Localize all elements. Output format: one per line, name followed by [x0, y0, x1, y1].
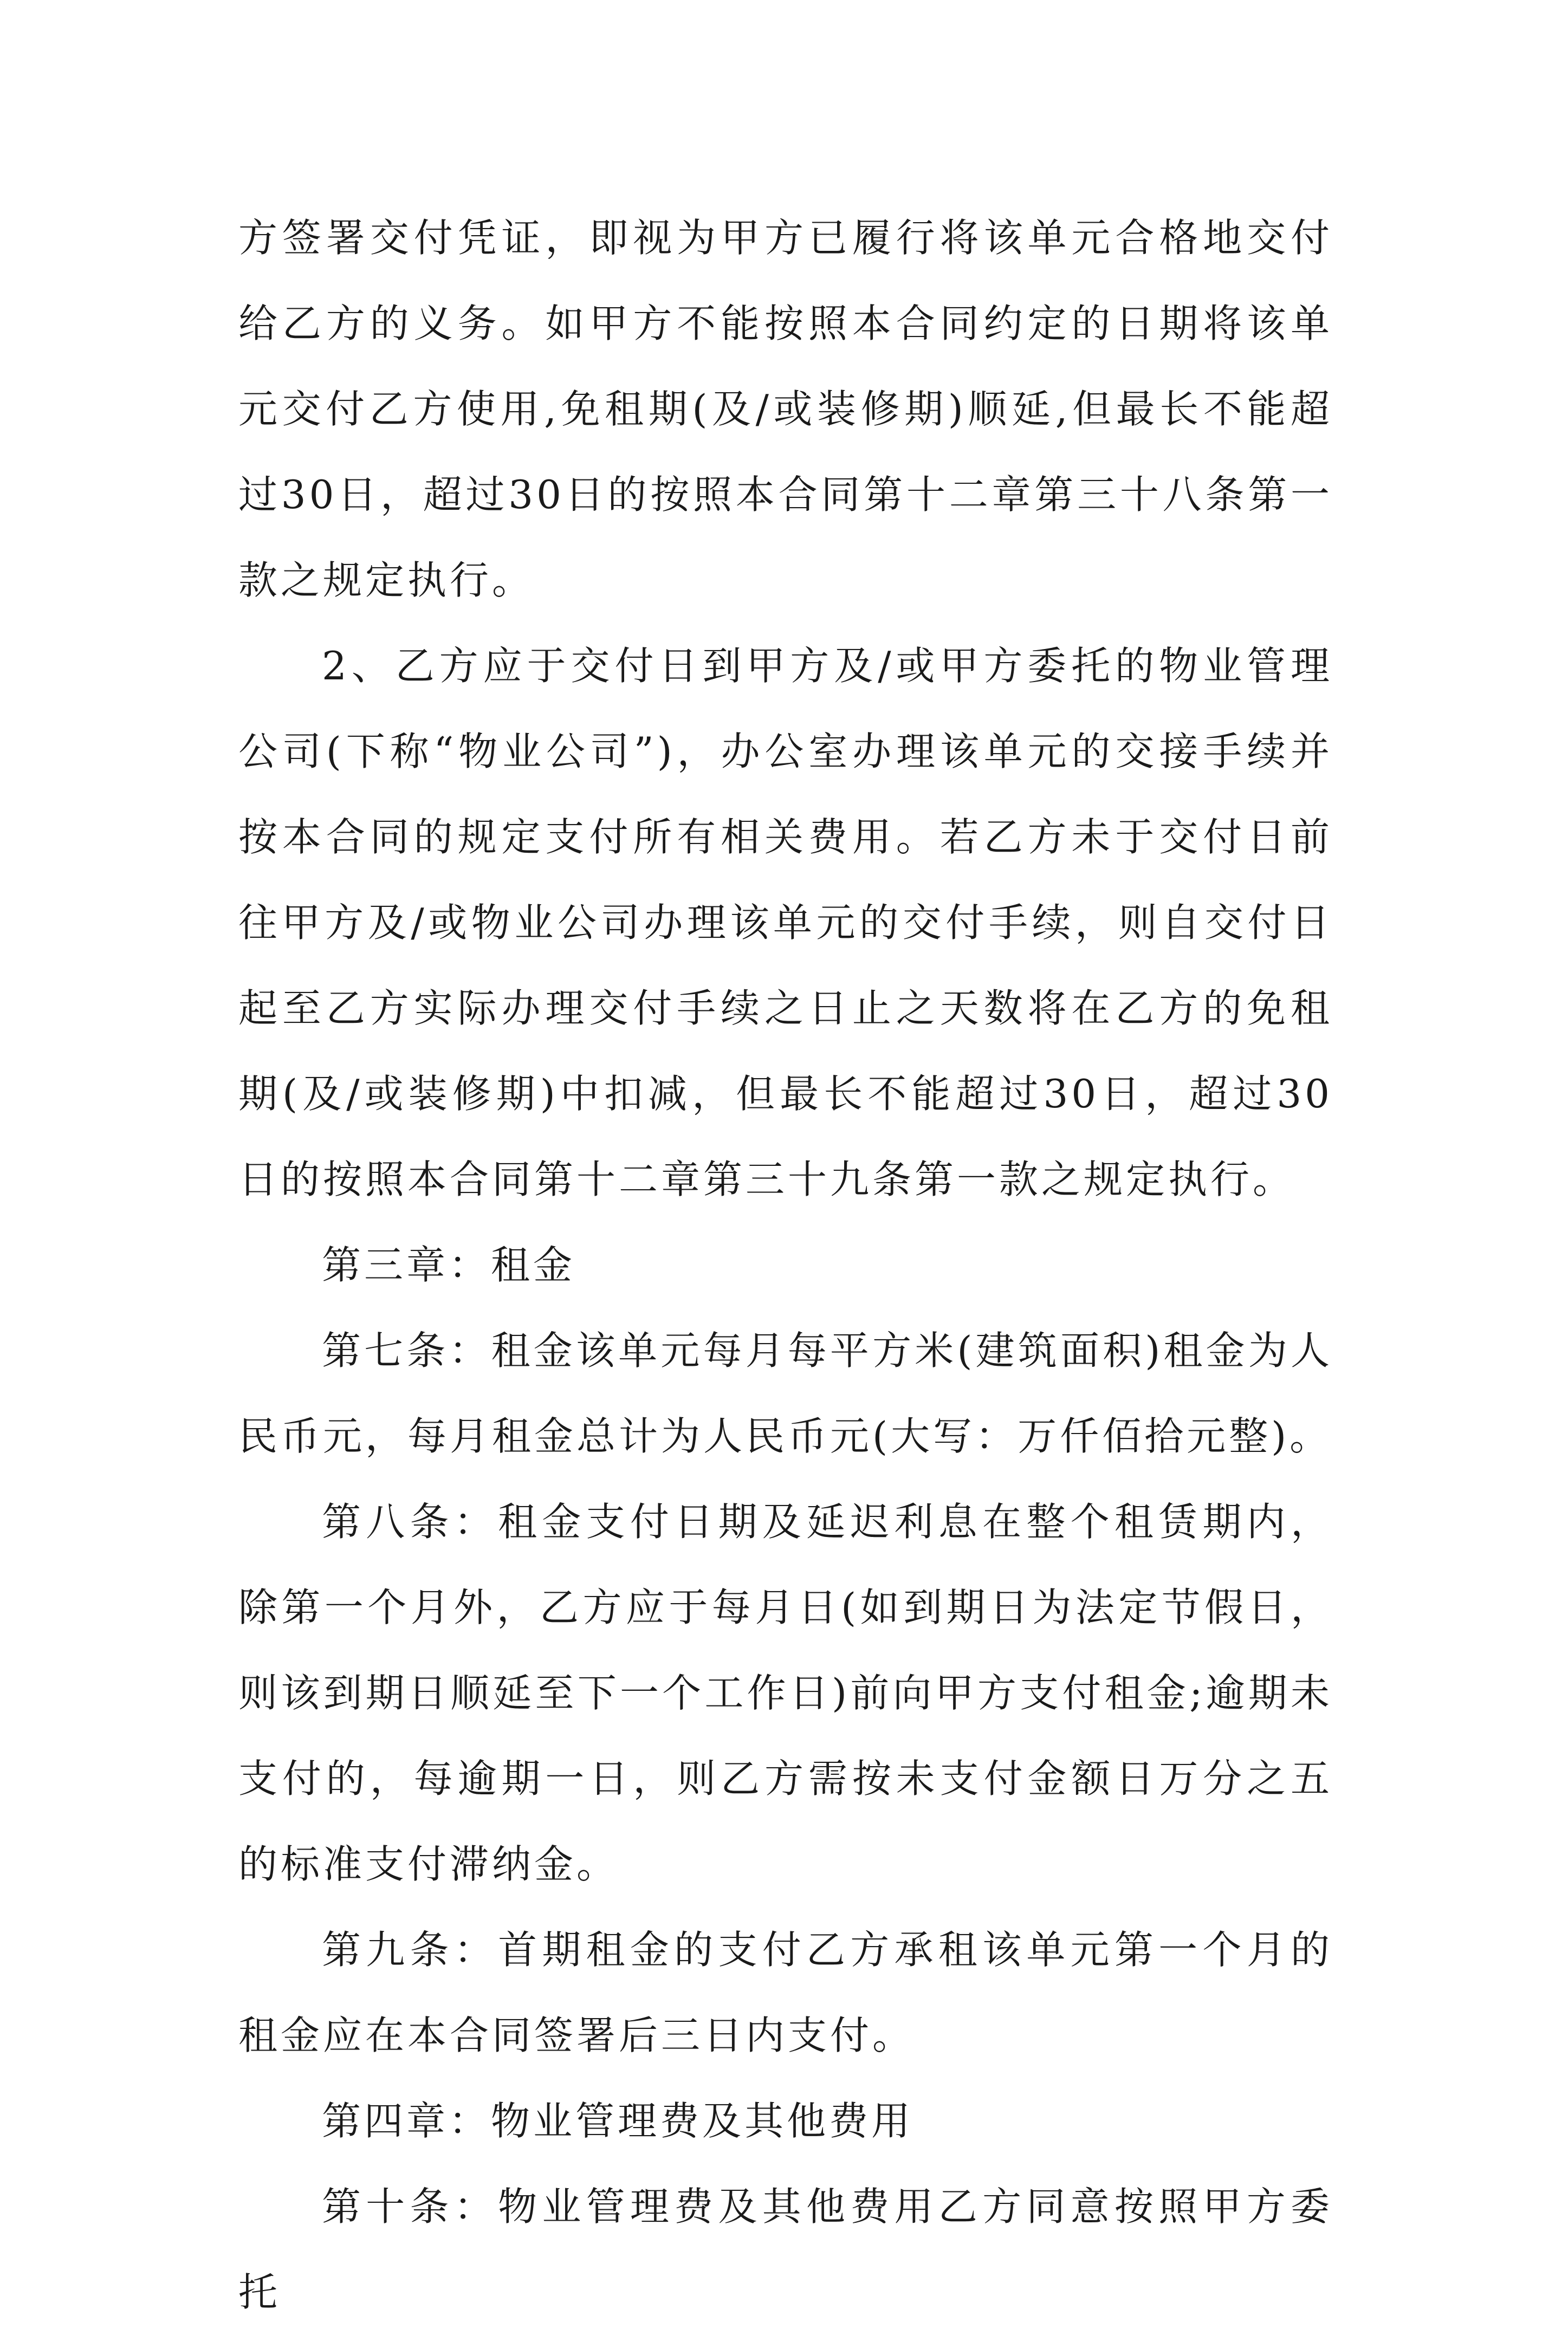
- paragraph-delivery-obligation: 方签署交付凭证，即视为甲方已履行将该单元合格地交付给乙方的义务。如甲方不能按照本合同约定的日期将该单元交付乙方使用,免租期(及/或装修期)顺延,但最长不能超过30日，超过30日的按照本合同第十二章第三十八条第一款之规定执行。: [238, 215, 1333, 603]
- article-9-first-rent: 第九条：首期租金的支付乙方承租该单元第一个月的租金应在本合同签署后三日内支付。: [238, 1927, 1333, 2058]
- article-10-property-fees: 第十条：物业管理费及其他费用乙方同意按照甲方委托: [238, 2184, 1333, 2315]
- chapter-heading-rent: 第三章：租金: [322, 1242, 576, 1288]
- article-7-rent: 第七条：租金该单元每月每平方米(建筑面积)租金为人民币元，每月租金总计为人民币元(大写：万仟佰拾元整)。: [238, 1328, 1333, 1459]
- chapter-heading-property-fees: 第四章：物业管理费及其他费用: [322, 2098, 914, 2144]
- document-body: [238, 195, 1333, 2335]
- paragraph-handover-procedure: 2、乙方应于交付日到甲方及/或甲方委托的物业管理公司(下称“物业公司”)，办公室办理该单元的交接手续并按本合同的规定支付所有相关费用。若乙方未于交付日前往甲方及/或物业公司办理该单元的交付手续，则自交付日起至乙方实际办理交付手续之日止之天数将在乙方的免租期(及/或装修期)中扣减，但最长不能超过30日，超过30日的按照本合同第十二章第三十九条第一款之规定执行。: [238, 643, 1333, 1202]
- article-8-payment-date: 第八条：租金支付日期及延迟利息在整个租赁期内，除第一个月外，乙方应于每月日(如到期日为法定节假日，则该到期日顺延至下一个工作日)前向甲方支付租金;逾期未支付的，每逾期一日，则乙方需按未支付金额日万分之五的标准支付滞纳金。: [238, 1499, 1333, 1887]
